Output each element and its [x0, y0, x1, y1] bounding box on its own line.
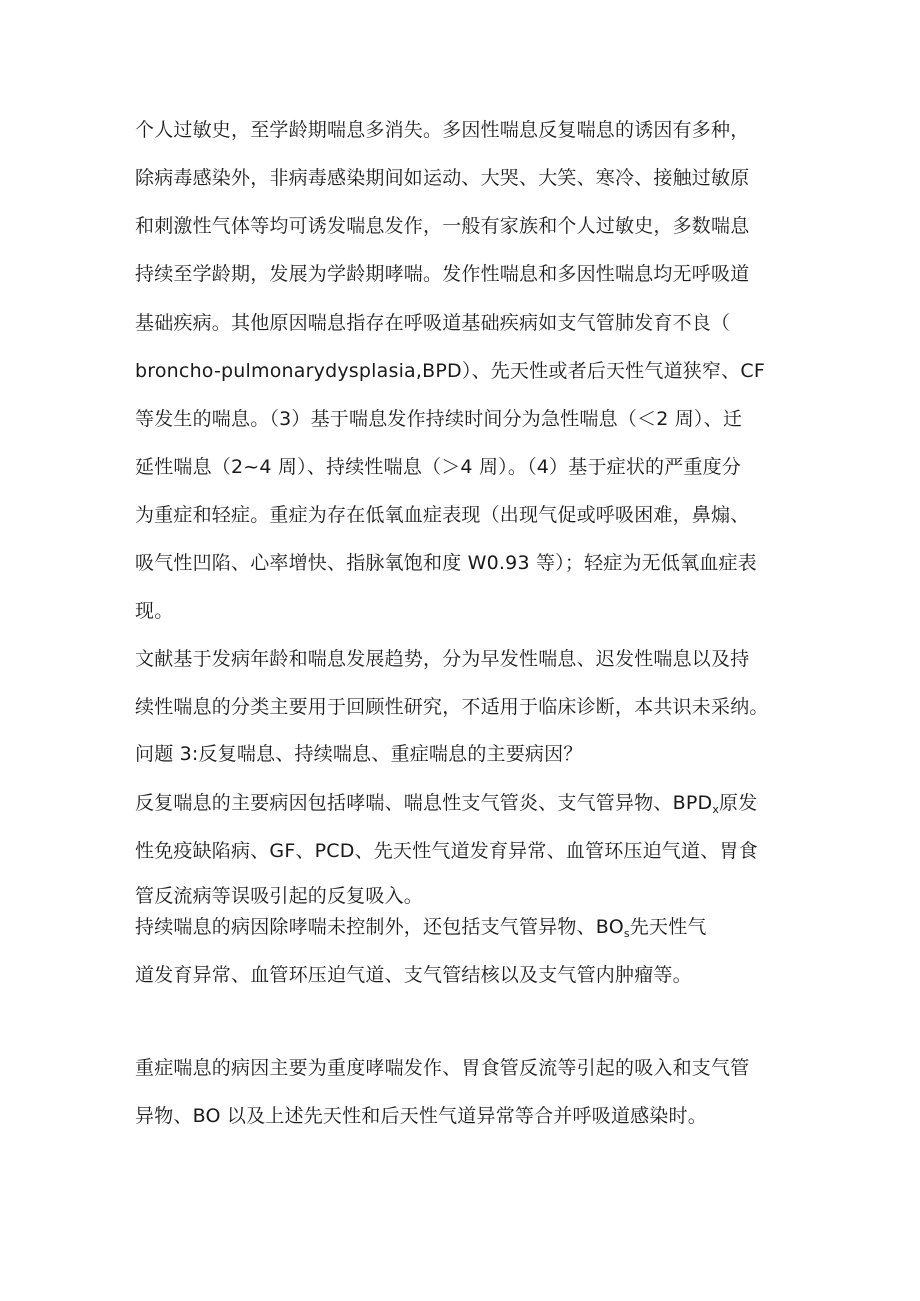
paragraph-line: 性免疫缺陷病、GF、PCD、先天性气道发育异常、血管环压迫气道、胃食 [135, 840, 758, 862]
paragraph-line: 吸气性凹陷、心率增快、指脉氧饱和度 W0.93 等）；轻症为无低氧血症表 [135, 552, 757, 574]
paragraph-line: 管反流病等误吸引起的反复吸入。 [135, 885, 424, 907]
paragraph-line: 道发育异常、血管环压迫气道、支气管结核以及支气管内肿瘤等。 [135, 964, 692, 986]
paragraph-line: 为重症和轻症。重症为存在低氧血症表现（出现气促或呼吸困难，鼻煽、 [135, 504, 750, 526]
text-run: 原发 [719, 792, 758, 814]
subscript: x [712, 803, 720, 816]
text-run: 反复喘息的主要病因包括哮喘、喘息性支气管炎、支气管异物、BPD [135, 792, 713, 814]
text-run: 先天性气 [629, 916, 707, 938]
text-run: 持续喘息的病因除哮喘未控制外，还包括支气管异物、BO [135, 916, 624, 938]
paragraph-line: 等发生的喘息。（3）基于喘息发作持续时间分为急性喘息（＜2 周）、迁 [135, 408, 743, 430]
paragraph-line: 和刺激性气体等均可诱发喘息发作，一般有家族和个人过敏史，多数喘息 [135, 215, 750, 237]
paragraph-line: 现。 [135, 600, 174, 622]
paragraph-line [135, 791, 757, 815]
paragraph-line: 延性喘息（2~4 周）、持续性喘息（＞4 周）。（4）基于症状的严重度分 [135, 456, 742, 478]
paragraph-line: 重症喘息的病因主要为重度哮喘发作、胃食管反流等引起的吸入和支气管 [135, 1057, 750, 1079]
paragraph-line: 持续至学龄期，发展为学龄期哮喘。发作性喘息和多因性喘息均无呼吸道 [135, 263, 750, 285]
paragraph-line: 基础疾病。其他原因喘息指存在呼吸道基础疾病如支气管肺发育不良（ [135, 312, 731, 334]
paragraph-line: 续性喘息的分类主要用于回顾性研究，不适用于临床诊断，本共识未采纳。 [135, 696, 769, 718]
subscript: s [623, 927, 630, 940]
question-heading: 问题 3:反复喘息、持续喘息、重症喘息的主要病因？ [135, 743, 583, 765]
paragraph-line: 除病毒感染外，非病毒感染期间如运动、大哭、大笑、寒冷、接触过敏原 [135, 167, 750, 189]
paragraph-line: 个人过敏史，至学龄期喘息多消失。多因性喘息反复喘息的诱因有多种， [135, 119, 750, 141]
paragraph-line [135, 915, 707, 939]
paragraph-line: broncho-pulmonarydysplasia,BPD）、先天性或者后天性气道狭窄、CF [135, 360, 765, 382]
paragraph-line: 文献基于发病年龄和喘息发展趋势，分为早发性喘息、迟发性喘息以及持 [135, 648, 750, 670]
paragraph-line: 异物、BO 以及上述先天性和后天性气道异常等合并呼吸道感染时。 [135, 1105, 707, 1127]
